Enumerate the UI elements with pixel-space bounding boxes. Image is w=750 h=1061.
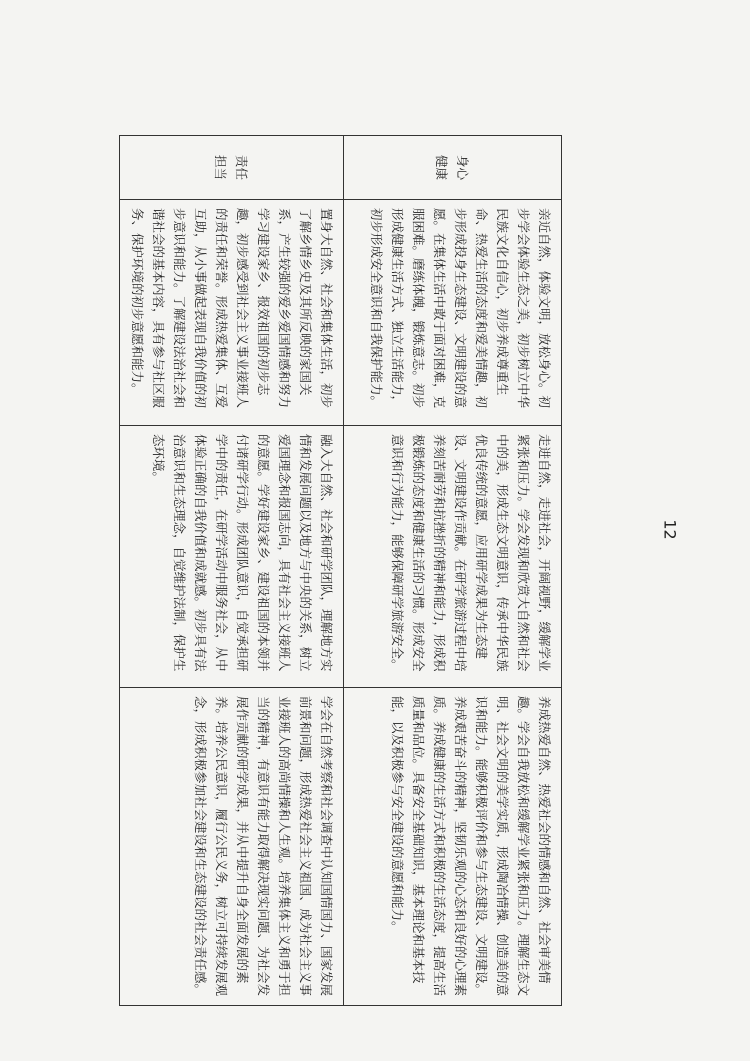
table-cell: 养成热爱自然、热爱社会的情感和自然、社会审美情趣。学会自我放松和缓解学业紧张和压力。理解生态文明、社会文明的美学实质，形成陶冶情操、创造美的意识和能力。能够积极评价和参与生态建设、文明建设。养成艰苦奋斗的精神，坚韧乐观的心态和良好的心理素质。养成健康的生活方式和积极的生活态度，提高生活质量和品位。具备安全基础知识，基本理论和基本技能，以及积极参与安全建设的意愿和能力。 [344,688,562,1006]
row-label-responsibility [120,136,344,200]
row-label-line: 责任 [234,154,250,180]
table-cell: 融入大自然、社会和研学团队，理解地方实情和发展问题以及地方与中央的关系，树立爱国理念和报国志向，具有社会主义接班人的意愿。学好建设家乡、建设祖国的本领并付诸研学行动。形成团队意识，自觉承担研学中的责任，在研学活动中服务社会，从中体验正确的自我价值和成就感。初步具有法治意识和生态理念，自觉维护法制，保护生态环境。 [120,426,344,688]
row-label-line: 身心 [455,154,471,180]
curriculum-table [119,135,562,1006]
table-cell: 置身大自然、社会和集体生活，初步了解乡情乡史及其所反映的家国关系，产生较强的爱乡爱国情感和努力学习建设家乡、报效祖国的初步志趣，初步感受到社会主义事业接班人的责任和荣誉。形成热爱集体、互爱互助，从小事做起表现自我价值的初步意识和能力。了解建设法治社会和谐社会的基本内容，具有参与社区服务、保护环境的初步意愿和能力。 [120,200,344,426]
table-row-body-mind-health [344,136,562,1006]
rotated-table-wrapper [120,135,562,1005]
table-row-responsibility [120,136,344,1006]
row-label-line: 健康 [434,154,450,180]
page-number: 12 [660,519,680,540]
row-label-body-mind-health [344,136,562,200]
table-cell: 亲近自然，体验文明，放松身心。初步学会体验生态之美，初步树立中华民族文化自信心，初步养成尊重生命、热爱生活的态度和爱美情趣，初步形成投身生态建设、文明建设的意愿。在集体生活中敢于面对困难，克服困难。磨练体魄，锻炼意志。初步形成健康生活方式、独立生活能力，初步形成安全意识和自我保护能力。 [344,200,562,426]
table-cell: 走进自然，走进社会，开阔视野，缓解学业紧张和压力。学会发现和欣赏大自然和社会中的美，形成生态文明意识，传承中华民族优良传统的意愿，应用研学成果为生态建设、文明建设作贡献。在研学旅游过程中培养刻苦耐劳和抗挫折的精神和能力，形成积极锻炼的态度和健康生活的习惯。形成安全意识和行为能力，能够保障研学旅游安全。 [344,426,562,688]
table-cell: 学会在自然考察和社会调查中认知国情国力、国家发展前景和问题，形成热爱社会主义祖国、成为社会主义事业接班人的高尚情操和人生观。培养集体主义和勇于担当的精神，有意识有能力取得解决现实问题、为社会发展作贡献的研学成果，并从中提升自身全面发展的素养。培养公民意识，履行公民义务，树立可持续发展观念，形成积极参加社会建设和生态建设的社会责任感。 [120,688,344,1006]
row-label-line: 担当 [213,154,229,180]
